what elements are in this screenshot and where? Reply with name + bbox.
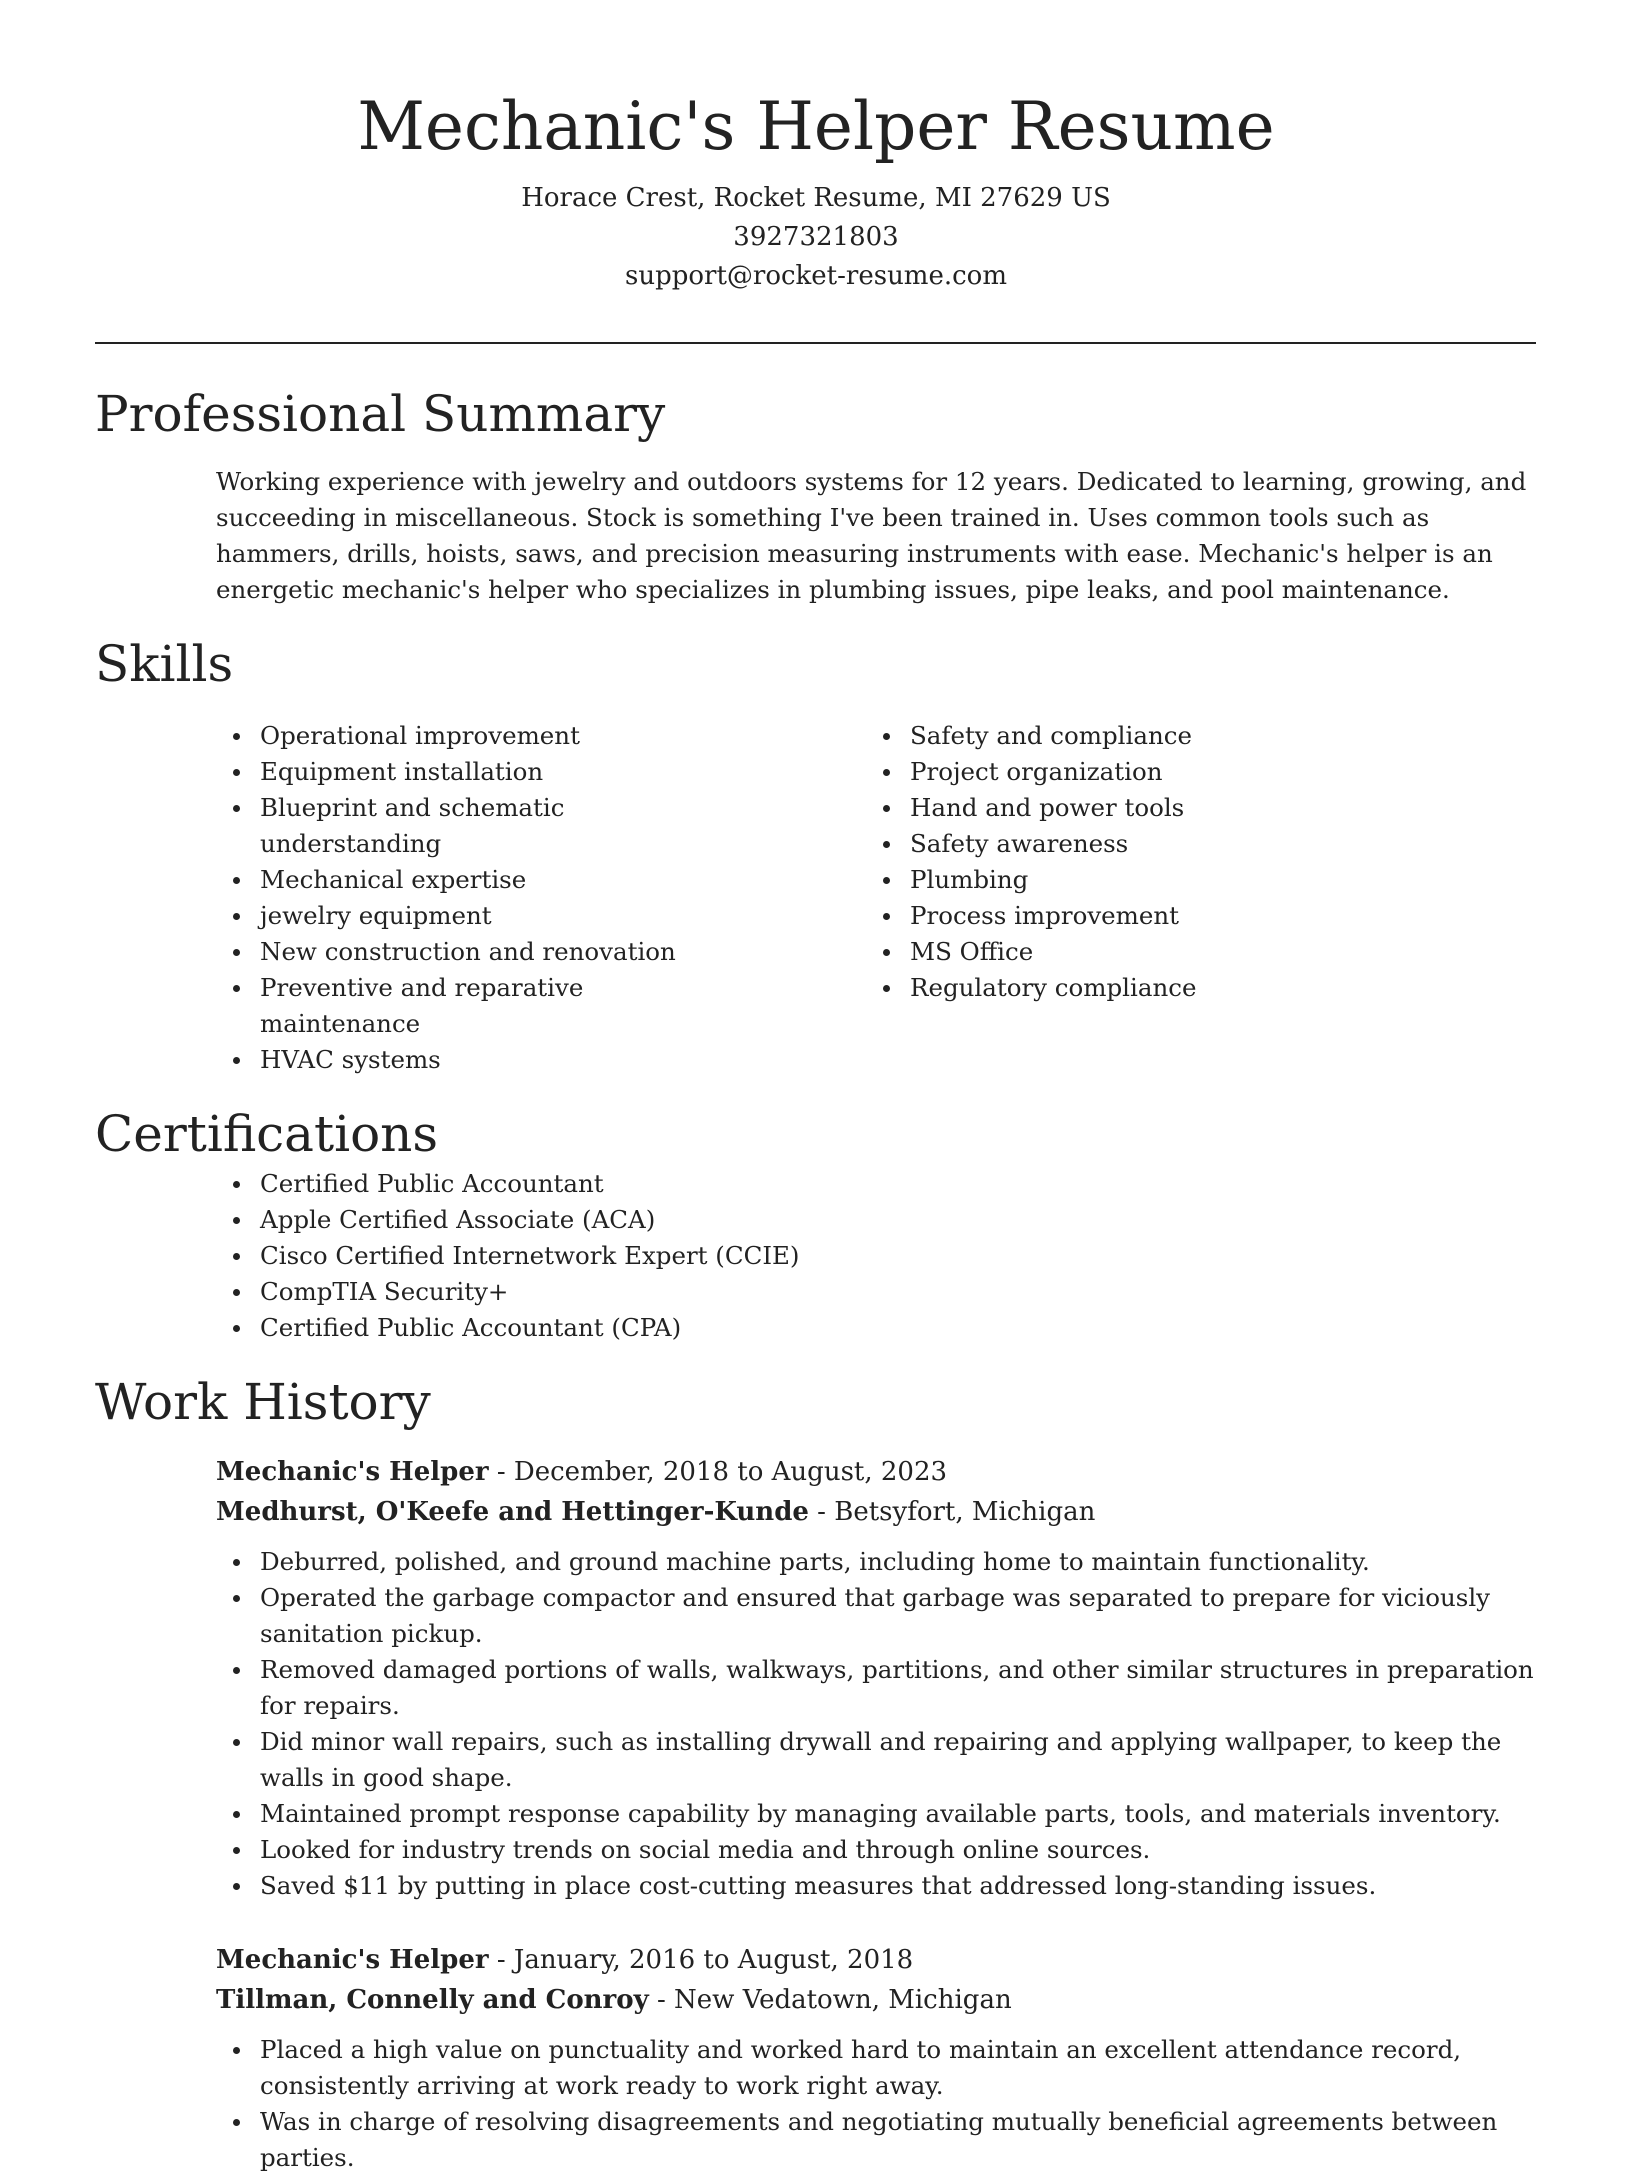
contact-address: Horace Crest, Rocket Resume, MI 27629 US: [521, 183, 1111, 213]
header-divider: [95, 342, 1536, 344]
certifications-heading: Certifications: [95, 1105, 439, 1163]
skill-item: Regulatory compliance: [745, 970, 1445, 1006]
skill-item: Blueprint and schematic understanding: [95, 790, 745, 862]
skill-item: Mechanical expertise: [95, 862, 745, 898]
skill-item: Hand and power tools: [745, 790, 1445, 826]
job-location: - New Vedatown, Michigan: [648, 1985, 1012, 2015]
job-bullet: Deburred, polished, and ground machine parts, including home to maintain functionality.: [95, 1544, 1536, 1580]
skill-item: jewelry equipment: [95, 898, 745, 934]
resume-body: [95, 382, 1536, 2176]
work-history-heading: Work History: [95, 1373, 431, 1431]
certification-item: Certified Public Accountant (CPA): [95, 1310, 1536, 1346]
skill-item: Operational improvement: [95, 718, 745, 754]
job-bullet: Operated the garbage compactor and ensured that garbage was separated to prepare for viciously sanitation pickup.: [95, 1580, 1536, 1652]
job-bullets: [95, 1544, 1536, 1904]
job-entry: [216, 1452, 1536, 1904]
job-title-line: [216, 1452, 1536, 1492]
skill-item: Project organization: [745, 754, 1445, 790]
summary-section: [95, 382, 1536, 608]
certification-item: CompTIA Security+: [95, 1274, 1536, 1310]
job-company: Tillman, Connelly and Conroy: [216, 1985, 649, 2015]
skills-section: [95, 632, 1536, 1078]
summary-text: Working experience with jewelry and outdoors systems for 12 years. Dedicated to learning, growing, and succeeding in miscellaneous. Stock is something I've been trained in. Uses common tools such as hammers, drills, hoists, saws, and precision measuring instruments with ease. Mechanic's helper is an energetic mechanic's helper who specializes in plumbing issues, pipe leaks, and pool maintenance.: [216, 467, 1527, 604]
job-entry: [216, 1940, 1536, 2176]
job-bullet: Was in charge of resolving disagreements and negotiating mutually beneficial agreements between parties.: [95, 2104, 1536, 2176]
job-dates: - January, 2016 to August, 2018: [488, 1945, 914, 1975]
job-bullet: Looked for industry trends on social media and through online sources.: [95, 1832, 1536, 1868]
job-title-line: [216, 1940, 1536, 1980]
work-history-section: [95, 1370, 1536, 2176]
skill-item: MS Office: [745, 934, 1445, 970]
skill-item: Process improvement: [745, 898, 1445, 934]
job-company: Medhurst, O'Keefe and Hettinger-Kunde: [216, 1497, 809, 1527]
certification-item: Apple Certified Associate (ACA): [95, 1202, 1536, 1238]
skill-item: HVAC systems: [95, 1042, 745, 1078]
job-bullet: Did minor wall repairs, such as installing drywall and repairing and applying wallpaper, to keep the walls in good shape.: [95, 1724, 1536, 1796]
contact-block: [0, 179, 1632, 296]
skills-list-right: [745, 718, 1445, 1078]
certification-item: Certified Public Accountant: [95, 1166, 1536, 1202]
summary-heading: Professional Summary: [95, 385, 666, 443]
skill-item: Safety awareness: [745, 826, 1445, 862]
skill-item: Plumbing: [745, 862, 1445, 898]
resume-title: Mechanic's Helper Resume: [357, 88, 1275, 165]
certifications-list: [95, 1166, 1536, 1346]
skills-columns: [95, 718, 1536, 1078]
contact-email: support@rocket-resume.com: [624, 261, 1007, 291]
skill-item: Equipment installation: [95, 754, 745, 790]
job-bullet: Saved $11 by putting in place cost-cutting measures that addressed long-standing issues.: [95, 1868, 1536, 1904]
job-dates: - December, 2018 to August, 2023: [488, 1457, 948, 1487]
skills-heading: Skills: [95, 635, 234, 693]
job-bullets: [95, 2032, 1536, 2176]
job-company-line: [216, 1980, 1536, 2020]
skill-item: Preventive and reparative maintenance: [95, 970, 745, 1042]
job-bullet: Removed damaged portions of walls, walkways, partitions, and other similar structures in preparation for repairs.: [95, 1652, 1536, 1724]
job-bullet: Placed a high value on punctuality and worked hard to maintain an excellent attendance record, consistently arriving at work ready to work right away.: [95, 2032, 1536, 2104]
job-title: Mechanic's Helper: [216, 1457, 489, 1487]
certifications-section: [95, 1102, 1536, 1346]
contact-phone: 3927321803: [733, 222, 899, 252]
job-bullet: Maintained prompt response capability by managing available parts, tools, and materials inventory.: [95, 1796, 1536, 1832]
job-title: Mechanic's Helper: [216, 1945, 489, 1975]
resume-header: [0, 85, 1632, 296]
skills-list-left: [95, 718, 745, 1078]
job-company-line: [216, 1492, 1536, 1532]
skill-item: Safety and compliance: [745, 718, 1445, 754]
certification-item: Cisco Certified Internetwork Expert (CCIE): [95, 1238, 1536, 1274]
job-location: - Betsyfort, Michigan: [808, 1497, 1096, 1527]
skill-item: New construction and renovation: [95, 934, 745, 970]
